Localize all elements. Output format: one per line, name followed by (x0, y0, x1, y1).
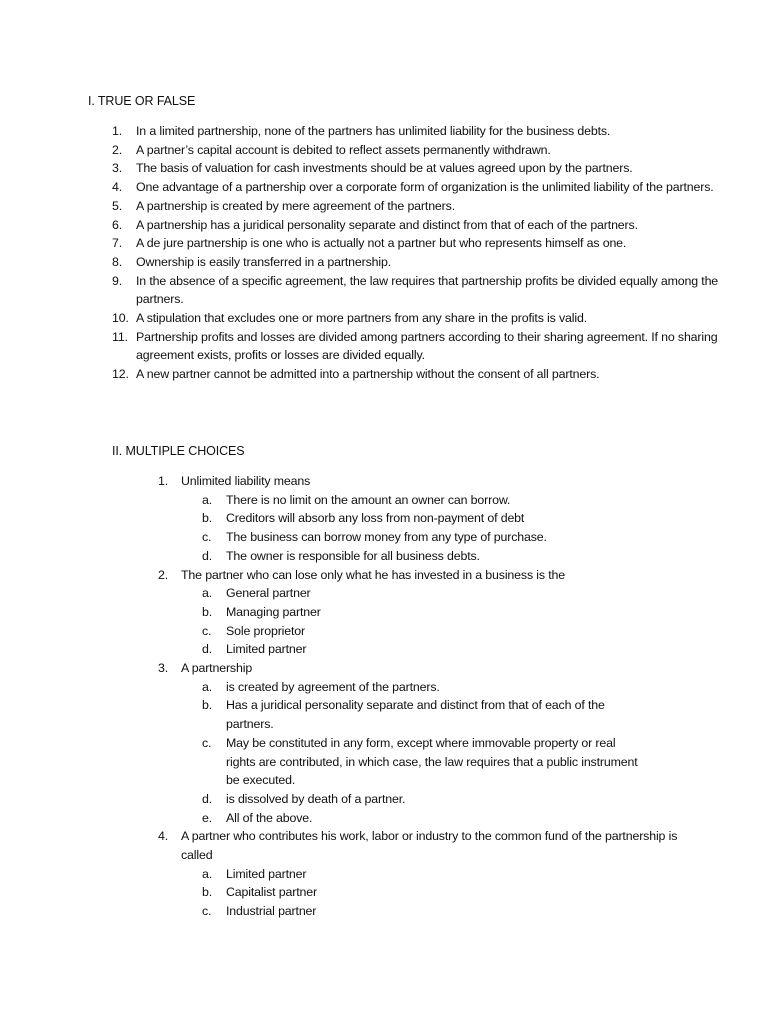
option-letter: a. (202, 679, 213, 694)
question-number: 4. (158, 829, 169, 844)
question-number: 2. (158, 567, 169, 582)
option-letter: d. (202, 642, 213, 657)
question-item (158, 472, 678, 566)
option-item (181, 640, 678, 659)
question-number: 1. (158, 474, 169, 488)
option-text: is created by agreement of the partners. (226, 679, 440, 694)
list-item (112, 159, 762, 178)
item-text: A de jure partnership is one who is actually not a partner but who represents himself as one. (136, 236, 627, 251)
item-number: 1. (112, 124, 123, 138)
option-item (181, 883, 678, 902)
option-letter: d. (202, 548, 213, 563)
option-item (181, 622, 678, 641)
item-text: The basis of valuation for cash investments should be at values agreed upon by the partners. (136, 161, 633, 176)
option-item (181, 865, 678, 884)
item-number: 8. (112, 254, 123, 269)
option-letter: b. (202, 885, 213, 900)
option-text: Limited partner (226, 866, 307, 881)
item-text: In a limited partnership, none of the partners has unlimited liability for the business debts. (136, 124, 611, 138)
option-letter: e. (202, 810, 213, 825)
question-text: A partner who contributes his work, labor or industry to the common fund of the partnership is called (181, 829, 678, 863)
list-item (112, 234, 762, 253)
option-text: Sole proprietor (226, 623, 306, 638)
option-letter: c. (202, 735, 212, 750)
option-text: May be constituted in any form, except where immovable property or real rights are contributed, in which case, the law requires that a public instrument be executed. (226, 735, 638, 788)
option-letter: b. (202, 511, 213, 526)
item-number: 9. (112, 273, 123, 288)
item-number: 4. (112, 180, 123, 195)
option-item (181, 584, 678, 603)
option-letter: c. (202, 904, 212, 919)
question-number: 3. (158, 661, 169, 676)
question-item (158, 659, 678, 827)
question-item (158, 566, 678, 660)
option-item (181, 491, 678, 510)
item-number: 5. (112, 198, 123, 213)
item-text: Ownership is easily transferred in a partnership. (136, 254, 392, 269)
option-text: Limited partner (226, 642, 307, 657)
item-text: A partnership has a juridical personality separate and distinct from that of each of the partners. (136, 217, 638, 232)
option-item (181, 809, 678, 828)
option-text: is dissolved by death of a partner. (226, 791, 406, 806)
option-list (181, 491, 678, 566)
item-text: A new partner cannot be admitted into a partnership without the consent of all partners. (136, 367, 600, 382)
option-item (181, 790, 678, 809)
true-false-list (112, 122, 762, 384)
option-letter: a. (202, 586, 213, 601)
question-text: The partner who can lose only what he has invested in a business is the (181, 567, 566, 582)
option-letter: a. (202, 492, 213, 507)
item-number: 3. (112, 161, 123, 176)
option-letter: d. (202, 791, 213, 806)
option-text: Has a juridical personality separate and distinct from that of each of the partners. (226, 698, 605, 732)
item-text: A partner’s capital account is debited to reflect assets permanently withdrawn. (136, 142, 551, 157)
list-item (112, 122, 762, 141)
item-number: 2. (112, 142, 123, 157)
option-letter: c. (202, 530, 212, 545)
option-list (181, 584, 678, 659)
option-text: All of the above. (226, 810, 313, 825)
section-heading-true-false: I. TRUE OR FALSE (88, 94, 196, 108)
option-item (181, 678, 678, 697)
option-item (181, 603, 678, 622)
question-item (158, 827, 678, 921)
option-text: The business can borrow money from any type of purchase. (226, 530, 547, 545)
option-item (181, 547, 678, 566)
option-item (181, 696, 678, 733)
option-text: Managing partner (226, 604, 321, 619)
item-number: 10. (112, 311, 129, 326)
list-item (112, 197, 762, 216)
multiple-choice-list (158, 472, 678, 921)
option-item (181, 734, 678, 790)
option-text: Industrial partner (226, 904, 317, 919)
list-item (112, 309, 762, 328)
option-text: Capitalist partner (226, 885, 317, 900)
section-heading-multiple-choices: II. MULTIPLE CHOICES (112, 444, 245, 458)
option-item (181, 509, 678, 528)
option-letter: c. (202, 623, 212, 638)
item-number: 7. (112, 236, 123, 251)
option-list (181, 678, 678, 828)
list-item (112, 141, 762, 160)
item-text: Partnership profits and losses are divided among partners according to their sharing agreement. If no sharing agreement exists, profits or losses are divided equally. (136, 329, 718, 363)
question-text: Unlimited liability means (181, 474, 311, 488)
option-letter: a. (202, 866, 213, 881)
option-item (181, 902, 678, 921)
item-number: 6. (112, 217, 123, 232)
list-item (112, 328, 762, 365)
option-text: The owner is responsible for all business debts. (226, 548, 480, 563)
list-item (112, 253, 762, 272)
item-text: In the absence of a specific agreement, the law requires that partnership profits be divided equally among the partners. (136, 273, 719, 307)
item-number: 12. (112, 367, 129, 382)
list-item (112, 365, 762, 384)
option-letter: b. (202, 604, 213, 619)
list-item (112, 178, 762, 197)
option-letter: b. (202, 698, 213, 713)
option-list (181, 865, 678, 921)
item-number: 11. (112, 329, 128, 344)
item-text: A stipulation that excludes one or more partners from any share in the profits is valid. (136, 311, 587, 326)
item-text: One advantage of a partnership over a corporate form of organization is the unlimited liability of the partners. (136, 180, 714, 195)
option-item (181, 528, 678, 547)
option-text: Creditors will absorb any loss from non-payment of debt (226, 511, 525, 526)
list-item (112, 216, 762, 235)
option-text: General partner (226, 586, 311, 601)
option-text: There is no limit on the amount an owner can borrow. (226, 492, 511, 507)
list-item (112, 272, 762, 309)
question-text: A partnership (181, 661, 253, 676)
item-text: A partnership is created by mere agreement of the partners. (136, 198, 455, 213)
